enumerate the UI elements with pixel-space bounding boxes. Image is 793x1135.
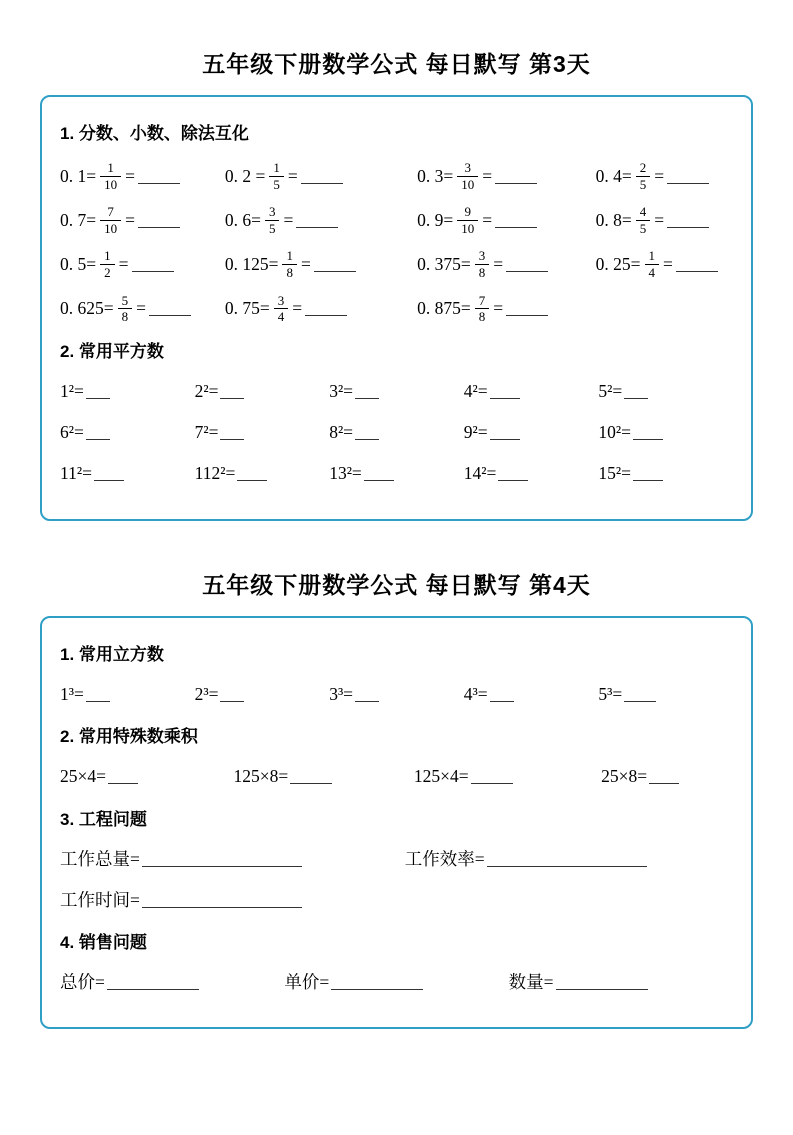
answer-blank [490,687,514,702]
answer-blank [86,425,110,440]
decimal-text: 0. 375= [417,253,471,274]
fraction [636,160,651,192]
answer-blank [220,687,244,702]
answer-blank [667,213,709,228]
answer-blank [305,301,347,316]
equals-sign: = [654,165,665,186]
conversion-item [417,204,596,236]
answer-blank [633,425,663,440]
fraction-numerator: 1 [648,248,656,264]
expression-text: 1²= [60,380,84,401]
answer-blank [676,257,718,272]
expression-text: 3³= [329,683,354,704]
answer-blank [355,425,379,440]
fraction-denominator: 5 [265,220,280,237]
answer-blank [331,975,423,990]
day4-title: 五年级下册数学公式 每日默写 第4天 [202,571,591,598]
answer-blank [314,257,356,272]
expression-text: 9²= [463,421,488,442]
products-row [60,763,733,789]
fraction-numerator: 3 [478,248,486,264]
fraction-numerator: 3 [464,160,471,175]
expression-text: 8²= [329,421,354,442]
square-expression [60,460,195,486]
square-expression [195,419,330,445]
fraction [457,160,478,192]
answer-blank [94,466,124,481]
square-expression [464,460,599,486]
square-expression [60,378,195,404]
expression-text: 4²= [463,380,488,401]
conversion-item [225,204,417,236]
answer-blank [649,769,679,784]
fraction-denominator: 8 [282,264,297,281]
fraction [274,293,289,325]
product-expression [414,763,601,789]
engineering-term [60,846,405,872]
answer-blank [138,169,180,184]
answer-blank [296,213,338,228]
answer-blank [556,975,648,990]
equals-sign: = [287,165,298,186]
square-expression [329,378,464,404]
answer-blank [142,893,302,908]
decimal-text: 0. 25= [595,253,641,274]
fraction [100,248,115,280]
answer-blank [220,425,244,440]
day4-engineering-heading: 3. 工程问题 [60,809,147,829]
equals-sign: = [292,298,303,319]
fraction [269,160,284,192]
answer-blank [495,213,537,228]
answer-blank [355,687,379,702]
decimal-text: 0. 7= [60,209,97,230]
fraction-denominator: 10 [100,176,121,193]
day4-sales-heading: 4. 销售问题 [60,932,147,952]
decimal-text: 0. 8= [595,209,632,230]
expression-text: 5³= [598,683,623,704]
decimal-text: 0. 6= [224,209,261,230]
expression-text: 10²= [598,421,632,442]
answer-blank [237,466,267,481]
answer-blank [490,425,520,440]
square-expression [60,419,195,445]
sales-term [284,969,508,995]
answer-blank [364,466,394,481]
sales-term [60,969,284,995]
answer-blank [506,257,548,272]
fraction-numerator: 7 [478,292,486,308]
fraction [100,160,121,192]
expression-text: 5²= [598,380,623,401]
sales-row [60,969,733,995]
product-expression [233,763,413,789]
decimal-text: 0. 3= [417,165,454,186]
equals-sign: = [663,253,673,274]
cubes-row [60,681,733,707]
conversion-item [225,160,417,192]
square-expression [329,419,464,445]
expression-text: 7²= [194,421,219,442]
fraction-numerator: 2 [639,160,647,175]
expression-text: 3²= [329,380,354,401]
expression-text: 125×8= [233,765,289,786]
conversion-item [417,248,596,280]
fraction [475,293,490,325]
conversion-item [60,160,225,192]
squares-row [60,460,733,486]
expression-text: 4³= [463,683,488,704]
fraction [100,204,121,236]
conversion-row [60,248,733,280]
equals-sign: = [118,253,129,274]
answer-blank [490,384,520,399]
answer-blank [86,384,110,399]
answer-blank [471,769,513,784]
squares-row [60,378,733,404]
fraction-denominator: 2 [100,264,115,281]
fraction [645,248,660,280]
conversion-item [60,248,225,280]
expression-text: 2³= [194,683,219,704]
fraction-numerator: 5 [121,292,129,308]
term-label: 单价= [284,971,330,992]
equals-sign: = [654,209,665,230]
answer-blank [138,213,180,228]
fraction-numerator: 9 [464,204,471,220]
term-label: 工作总量= [60,848,140,869]
expression-text: 13²= [329,462,362,483]
term-label: 总价= [60,971,105,992]
answer-blank [108,769,138,784]
conversion-item [60,293,225,325]
fraction [457,204,478,236]
decimal-text: 0. 9= [417,209,454,230]
fraction [265,204,280,236]
conversion-item [417,160,596,192]
engineering-term [60,887,405,913]
equals-sign: = [493,298,504,319]
fraction-numerator: 1 [104,248,111,264]
conversion-item [596,204,733,236]
decimal-text: 0. 625= [60,298,114,319]
answer-blank [301,169,343,184]
cube-expression [195,681,330,707]
fraction-denominator: 4 [274,308,289,325]
squares-row [60,419,733,445]
conversion-item [60,204,225,236]
answer-blank [495,169,537,184]
decimal-text: 0. 75= [224,298,270,319]
answer-blank [355,384,379,399]
decimal-text: 0. 2 = [224,165,266,186]
equals-sign: = [125,165,135,186]
term-label: 数量= [508,971,554,992]
equals-sign: = [493,253,504,274]
engineering-term [405,846,733,872]
decimal-text: 0. 1= [60,165,97,186]
fraction-numerator: 3 [277,292,285,308]
day4-panel [40,616,753,1029]
day3-panel [40,95,753,521]
equals-sign: = [125,209,135,230]
expression-text: 25×4= [60,765,106,786]
sales-term [509,969,733,995]
answer-blank [107,975,199,990]
expression-text: 125×4= [413,765,469,786]
term-label: 工作时间= [60,889,140,910]
fraction [118,293,133,325]
day4-products-heading: 2. 常用特殊数乘积 [60,726,198,746]
answer-blank [132,257,174,272]
answer-blank [86,687,110,702]
square-expression [598,460,733,486]
fraction-numerator: 1 [107,160,114,175]
expression-text: 15²= [598,462,632,483]
cube-expression [60,681,195,707]
decimal-text: 0. 4= [595,165,632,186]
term-label: 工作效率= [404,848,485,869]
conversion-row [60,204,733,236]
conversion-row [60,160,733,192]
fraction-denominator: 10 [100,220,121,237]
cube-expression [464,681,599,707]
day3-title: 五年级下册数学公式 每日默写 第3天 [202,51,591,77]
expression-text: 11²= [60,462,92,483]
fraction-denominator: 5 [269,176,284,193]
equals-sign: = [136,298,146,319]
fraction-numerator: 3 [268,204,276,220]
conversion-item [596,160,733,192]
square-expression [598,419,733,445]
fraction-numerator: 7 [107,204,114,220]
answer-blank [149,301,191,316]
fraction-denominator: 8 [475,308,490,325]
answer-blank [506,301,548,316]
fraction [636,204,651,236]
fraction-numerator: 1 [286,248,293,264]
equals-sign: = [283,209,294,230]
conversion-item [225,293,417,325]
fraction-denominator: 4 [645,264,660,281]
fraction [282,248,297,280]
expression-text: 25×8= [601,765,648,786]
fraction-denominator: 8 [475,264,490,281]
conversion-item [417,293,596,325]
equals-sign: = [482,165,493,186]
expression-text: 14²= [463,462,497,483]
decimal-text: 0. 875= [417,298,471,319]
fraction-denominator: 5 [636,220,651,237]
answer-blank [624,384,648,399]
cube-expression [598,681,733,707]
fraction-denominator: 10 [457,176,478,193]
expression-text: 2²= [194,380,219,401]
product-expression [60,763,233,789]
square-expression [598,378,733,404]
fraction-denominator: 8 [118,308,133,325]
fraction-denominator: 10 [457,220,478,237]
expression-text: 1³= [60,683,84,704]
answer-blank [633,466,663,481]
day3-squares-heading: 2. 常用平方数 [60,341,164,361]
answer-blank [624,687,656,702]
expression-text: 112²= [194,462,236,483]
day4-cubes-heading: 1. 常用立方数 [60,644,164,664]
answer-blank [498,466,528,481]
fraction-numerator: 1 [273,160,280,175]
square-expression [464,419,599,445]
day3-conversion-heading: 1. 分数、小数、除法互化 [60,124,249,143]
answer-blank [142,852,302,867]
fraction-numerator: 4 [639,204,647,220]
square-expression [464,378,599,404]
equals-sign: = [300,253,311,274]
engineering-row [60,846,733,872]
square-expression [195,378,330,404]
answer-blank [290,769,332,784]
conversion-item [225,248,417,280]
answer-blank [667,169,709,184]
cube-expression [329,681,464,707]
equals-sign: = [482,209,493,230]
conversion-item [596,248,733,280]
answer-blank [487,852,647,867]
fraction [475,248,490,280]
conversion-row [60,293,733,325]
square-expression [329,460,464,486]
decimal-text: 0. 125= [224,253,279,274]
expression-text: 6²= [60,421,84,442]
square-expression [195,460,330,486]
fraction-denominator: 5 [636,176,651,193]
engineering-row [60,887,733,913]
answer-blank [220,384,244,399]
decimal-text: 0. 5= [60,253,97,274]
product-expression [601,763,733,789]
